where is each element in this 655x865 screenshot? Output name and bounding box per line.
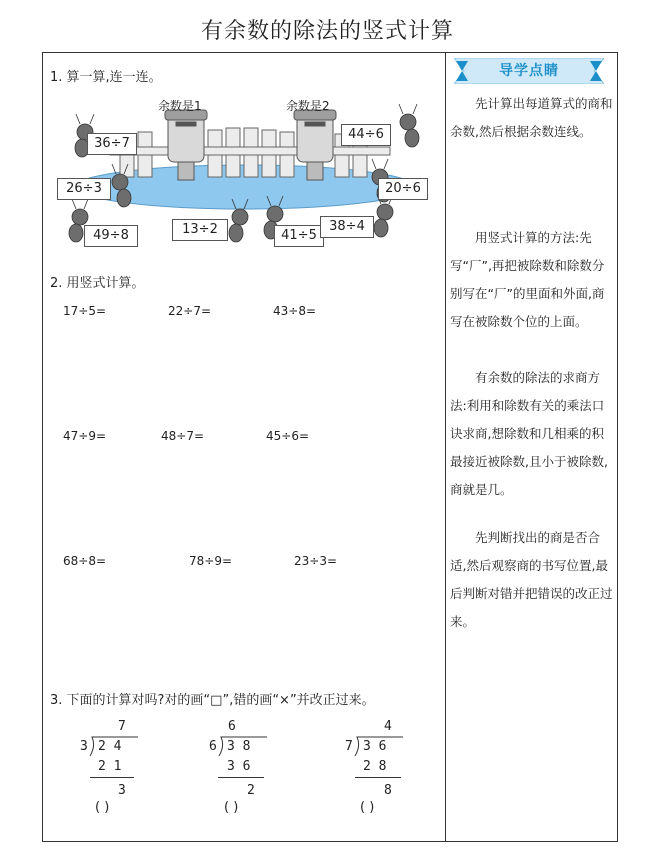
divisor: 3 — [80, 739, 88, 754]
answer-blank[interactable]: ( ) — [95, 800, 110, 815]
problem: 78÷9= — [189, 554, 233, 568]
quotient: 6 — [228, 719, 236, 734]
problem: 45÷6= — [266, 429, 310, 443]
guide-badge-label: 导学点睛 — [499, 63, 559, 79]
expression-card[interactable]: 26÷3 — [57, 178, 111, 200]
expression-card[interactable]: 41÷5 — [274, 225, 324, 247]
product: 3 6 — [227, 759, 251, 774]
remainder-label-1: 余数是1 — [158, 99, 202, 113]
remainder: 2 — [247, 783, 255, 798]
tip-1: 先计算出每道算式的商和余数,然后根据余数连线。 — [450, 96, 613, 139]
expression-card[interactable]: 13÷2 — [172, 219, 228, 241]
ant-icon — [399, 104, 419, 147]
tip-4: 先判断找出的商是否合适,然后观察商的书写位置,最后判断对错并把错误的改正过来。 — [450, 530, 613, 629]
quotient: 4 — [384, 719, 392, 734]
dividend: 3 6 — [363, 739, 387, 754]
problem: 23÷3= — [294, 554, 338, 568]
tip-2: 用竖式计算的方法:先写“厂”,再把被除数和除数分别写在“厂”的里面和外面,商写在被除数个位的上面。 — [450, 230, 605, 329]
problem: 43÷8= — [273, 304, 317, 318]
expression-card[interactable]: 20÷6 — [378, 178, 428, 200]
subtraction-line — [90, 777, 134, 778]
divisor: 7 — [345, 739, 353, 754]
dividend: 2 4 — [98, 739, 122, 754]
page-title: 有余数的除法的竖式计算 — [200, 19, 454, 44]
product: 2 1 — [98, 759, 122, 774]
tip-3: 有余数的除法的求商方法:利用和除数有关的乘法口诀求商,想除数和几相乘的积最接近被除数,且小于被除数,商就是几。 — [450, 370, 608, 497]
divisor: 6 — [209, 739, 217, 754]
subtraction-line — [218, 777, 264, 778]
column-divider — [445, 52, 446, 842]
problem: 68÷8= — [63, 554, 107, 568]
remainder-label-2: 余数是2 — [286, 99, 330, 113]
expression-card[interactable]: 36÷7 — [87, 133, 137, 155]
quotient: 7 — [118, 719, 126, 734]
product: 2 8 — [363, 759, 387, 774]
remainder: 3 — [118, 783, 126, 798]
problem: 48÷7= — [161, 429, 205, 443]
q1-heading: 1. 算一算,连一连。 — [50, 70, 162, 85]
subtraction-line — [355, 777, 401, 778]
q2-heading: 2. 用竖式计算。 — [50, 276, 145, 291]
problem: 17÷5= — [63, 304, 107, 318]
problem: 22÷7= — [168, 304, 212, 318]
problem: 47÷9= — [63, 429, 107, 443]
dividend: 3 8 — [227, 739, 251, 754]
answer-blank[interactable]: ( ) — [360, 800, 375, 815]
answer-blank[interactable]: ( ) — [224, 800, 239, 815]
q3-heading: 3. 下面的计算对吗?对的画“□”,错的画“×”并改正过来。 — [50, 693, 375, 708]
remainder: 8 — [384, 783, 392, 798]
expression-card[interactable]: 49÷8 — [84, 225, 138, 247]
expression-card[interactable]: 38÷4 — [320, 216, 374, 238]
expression-card[interactable]: 44÷6 — [341, 124, 391, 146]
